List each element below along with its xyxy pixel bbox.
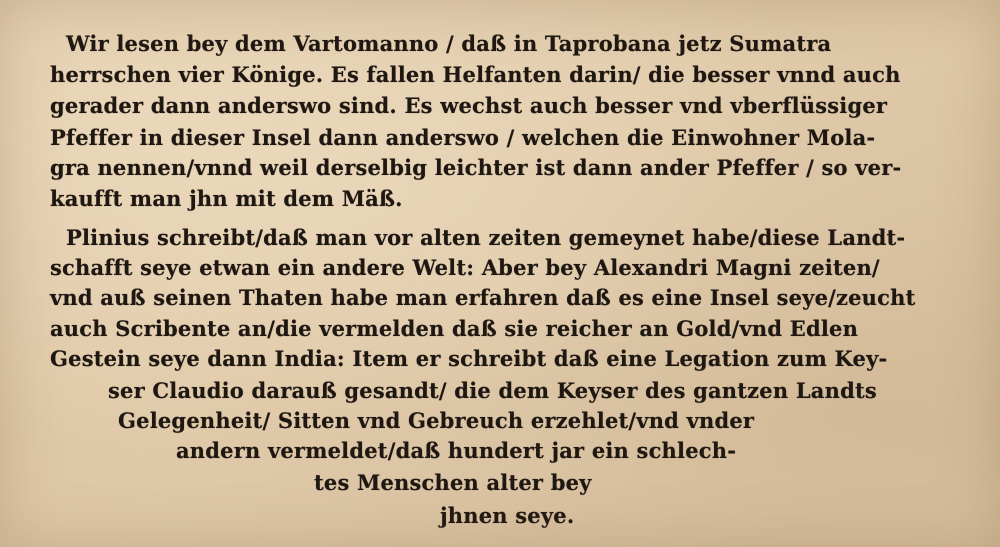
text-line: schafft seye etwan ein andere Welt: Aber bey Alexandri Magni zeiten/ bbox=[50, 255, 880, 280]
text-line: Gelegenheit/ Sitten vnd Gebreuch erzehlet/vnd vnder bbox=[118, 408, 755, 433]
text-line: jhnen seye. bbox=[440, 503, 575, 528]
text-line: Gestein seye dann India: Item er schreibt daß eine Legation zum Key- bbox=[50, 346, 888, 371]
text-line: Wir lesen bey dem Vartomanno / daß in Taprobana jetz Sumatra bbox=[66, 31, 832, 56]
text-line: kaufft man jhn mit dem Mäß. bbox=[50, 186, 403, 211]
text-line: gerader dann anderswo sind. Es wechst auch besser vnd vberflüssiger bbox=[50, 93, 888, 118]
text-line: vnd auß seinen Thaten habe man erfahren daß es eine Insel seye/zeucht bbox=[50, 285, 916, 310]
text-line: Plinius schreibt/daß man vor alten zeiten gemeynet habe/diese Landt- bbox=[66, 225, 906, 250]
text-line: gra nennen/vnnd weil derselbig leichter ist dann ander Pfeffer / so ver- bbox=[50, 155, 902, 180]
text-line: auch Scribente an/die vermelden daß sie reicher an Gold/vnd Edlen bbox=[50, 316, 859, 341]
text-line: tes Menschen alter bey bbox=[314, 470, 592, 495]
text-line: ser Claudio darauß gesandt/ die dem Keyser des gantzen Landts bbox=[108, 378, 877, 403]
text-line: herrschen vier Könige. Es fallen Helfanten darin/ die besser vnnd auch bbox=[50, 62, 901, 87]
text-line: Pfeffer in dieser Insel dann anderswo / welchen die Einwohner Mola- bbox=[50, 125, 876, 150]
text-line: andern vermeldet/daß hundert jar ein schlech- bbox=[176, 438, 737, 463]
